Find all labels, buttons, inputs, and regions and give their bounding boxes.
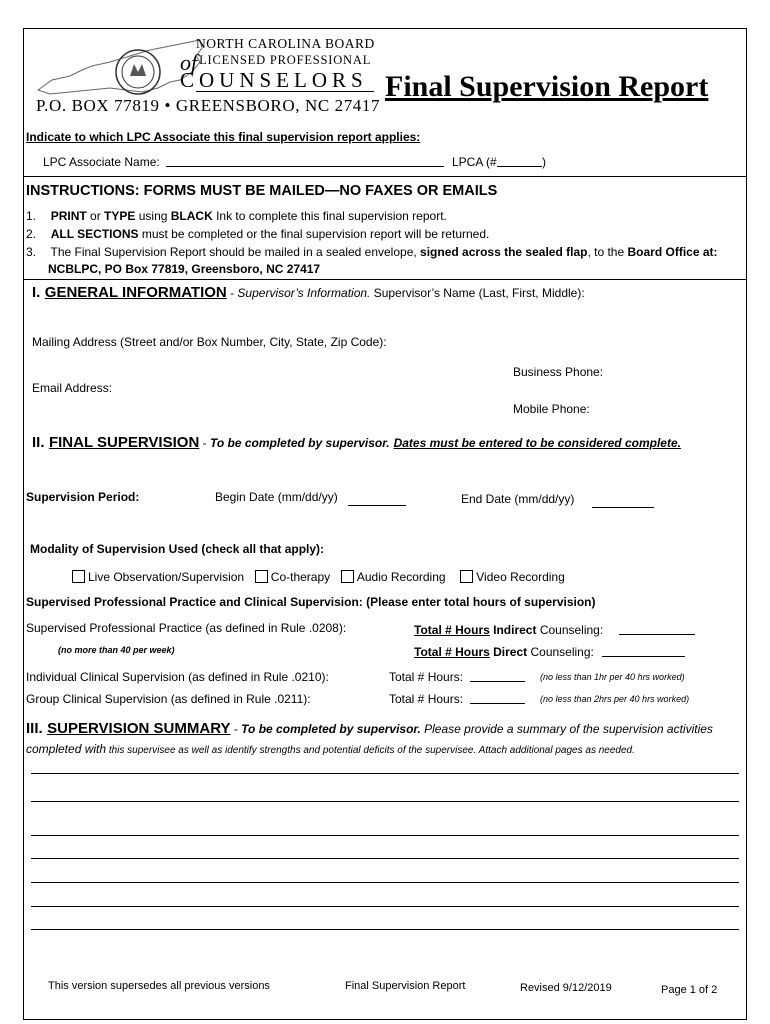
- summary-line[interactable]: [31, 906, 739, 907]
- practice-note: (no more than 40 per week): [58, 645, 175, 655]
- section2-title: FINAL SUPERVISION: [48, 434, 200, 451]
- summary-line[interactable]: [31, 801, 739, 802]
- section1-heading: [32, 284, 585, 302]
- email-label: Email Address:: [32, 381, 113, 395]
- summary-line[interactable]: [31, 835, 739, 836]
- lpca-label: [452, 155, 497, 169]
- modality-label-text: Live Observation/Supervision: [88, 570, 245, 584]
- section3-instructions: this supervisee as well as identify strengths and potential deficits of the supervisee. Attach additional pages as needed.: [106, 745, 635, 756]
- instruction-num: 2.: [26, 227, 37, 241]
- mobile-phone-label: Mobile Phone:: [513, 402, 590, 416]
- board-underline: [196, 91, 374, 92]
- instruction-num: 1.: [26, 209, 37, 223]
- begin-date-label: Begin Date (mm/dd/yy): [215, 490, 338, 504]
- total-hours-label: Total # Hours: [414, 645, 490, 659]
- section3-instructions-line2: [26, 740, 635, 758]
- footer-revised: Revised 9/12/2019: [520, 982, 612, 994]
- lpca-close: ): [542, 155, 546, 169]
- associate-prompt: Indicate to which LPC Associate this final supervision report applies:: [26, 130, 421, 144]
- indirect-label: Indirect: [489, 623, 537, 637]
- instruction-text: TYPE: [104, 209, 136, 223]
- instruction-3-line2: NCBLPC, PO Box 77819, Greensboro, NC 27417: [48, 262, 321, 276]
- summary-line[interactable]: [31, 773, 739, 774]
- section1-numeral: I.: [32, 284, 41, 301]
- modality-options: [72, 570, 565, 584]
- section3-heading: [26, 720, 713, 738]
- counseling-label: Counseling:: [536, 623, 604, 637]
- summary-line[interactable]: [31, 882, 739, 883]
- instruction-text: using: [135, 209, 171, 223]
- instruction-text: signed across the sealed flap: [420, 245, 588, 259]
- modality-video-checkbox[interactable]: [460, 570, 565, 584]
- modality-cotherapy-checkbox[interactable]: [255, 570, 330, 584]
- instruction-text: PRINT: [50, 209, 87, 223]
- group-hours-field[interactable]: [470, 703, 525, 704]
- begin-date-field[interactable]: [348, 505, 406, 506]
- individual-total-label: Total # Hours:: [389, 670, 464, 684]
- section3-title: SUPERVISION SUMMARY: [47, 720, 231, 737]
- supervisor-name-label: Supervisor’s Name (Last, First, Middle):: [370, 286, 585, 300]
- instruction-num: 3.: [26, 245, 37, 259]
- footer-page: Page 1 of 2: [661, 984, 718, 996]
- mailing-address-label: Mailing Address (Street and/or Box Number, City, State, Zip Code):: [32, 335, 387, 349]
- lpca-prefix: LPCA (#: [452, 155, 497, 169]
- divider-2: [23, 279, 747, 280]
- direct-hours-field[interactable]: [602, 656, 685, 657]
- associate-name-field[interactable]: [166, 166, 444, 167]
- footer-supersedes: This version supersedes all previous versions: [48, 980, 270, 992]
- instruction-text: Ink to complete this final supervision report.: [212, 209, 447, 223]
- section1-dash: -: [226, 286, 238, 300]
- end-date-field[interactable]: [592, 507, 654, 508]
- associate-name-label: LPC Associate Name:: [43, 155, 160, 169]
- modality-label-text: Audio Recording: [356, 570, 446, 584]
- board-line1: NORTH CAROLINA BOARD: [196, 36, 375, 51]
- instruction-text: ALL SECTIONS: [50, 227, 139, 241]
- section2-numeral: II.: [32, 434, 45, 451]
- modality-audio-checkbox[interactable]: [341, 570, 446, 584]
- hours-heading: Supervised Professional Practice and Clinical Supervision: (Please enter total hours of supervision): [26, 595, 596, 609]
- direct-label: Direct: [489, 645, 528, 659]
- instructions-heading: INSTRUCTIONS: FORMS MUST BE MAILED—NO FAXES OR EMAILS: [26, 183, 498, 199]
- section1-subtitle: Supervisor’s Information.: [237, 286, 371, 300]
- footer-title: Final Supervision Report: [345, 980, 466, 992]
- individual-note: (no less than 1hr per 40 hrs worked): [540, 672, 685, 682]
- form-title: Final Supervision Report: [385, 70, 709, 103]
- business-phone-label: Business Phone:: [513, 365, 604, 379]
- group-supervision-label: Group Clinical Supervision (as defined in Rule .0211):: [26, 692, 311, 706]
- instruction-1: [26, 209, 447, 223]
- instruction-2: [26, 227, 489, 241]
- board-line3: COUNSELORS: [180, 68, 368, 92]
- indirect-hours-label: [414, 623, 603, 637]
- section3-subtitle: To be completed by supervisor.: [241, 722, 421, 736]
- modality-live-checkbox[interactable]: [72, 570, 244, 584]
- board-line2: LICENSED PROFESSIONAL: [199, 53, 372, 67]
- modality-label-text: Co-therapy: [270, 570, 331, 584]
- total-hours-label: Total # Hours: [414, 623, 490, 637]
- section3-instructions: completed with: [26, 742, 107, 756]
- section3-dash: -: [230, 722, 242, 736]
- indirect-hours-field[interactable]: [619, 634, 695, 635]
- board-of: of: [180, 50, 198, 75]
- practice-label: Supervised Professional Practice (as defined in Rule .0208):: [26, 621, 347, 635]
- counseling-label: Counseling:: [527, 645, 594, 659]
- section2-heading: [32, 434, 681, 452]
- instruction-text: or: [86, 209, 105, 223]
- instruction-text: BLACK: [170, 209, 213, 223]
- direct-hours-label: [414, 645, 594, 659]
- summary-line[interactable]: [31, 929, 739, 930]
- section3-instructions: Please provide a summary of the supervision activities: [420, 722, 713, 736]
- supervision-period-label: Supervision Period:: [26, 490, 140, 504]
- modality-label-text: Video Recording: [476, 570, 565, 584]
- end-date-label: End Date (mm/dd/yy): [461, 492, 575, 506]
- lpca-number-field[interactable]: [497, 166, 542, 167]
- instruction-text: The Final Supervision Report should be mailed in a sealed envelope,: [50, 245, 421, 259]
- group-total-label: Total # Hours:: [389, 692, 464, 706]
- instruction-3: [26, 245, 718, 259]
- board-address: P.O. BOX 77819 • GREENSBORO, NC 27417: [36, 96, 381, 115]
- individual-supervision-label: Individual Clinical Supervision (as defined in Rule .0210):: [26, 670, 329, 684]
- summary-line[interactable]: [31, 858, 739, 859]
- modality-label: Modality of Supervision Used (check all that apply):: [30, 542, 325, 556]
- divider-1: [23, 176, 747, 177]
- instruction-text: , to the: [587, 245, 628, 259]
- instruction-text: Board Office at:: [627, 245, 718, 259]
- instruction-text: must be completed or the final supervision report will be returned.: [138, 227, 490, 241]
- section2-dash: -: [199, 436, 210, 450]
- section3-numeral: III.: [26, 720, 43, 737]
- individual-hours-field[interactable]: [470, 681, 525, 682]
- section2-note: Dates must be entered to be considered complete.: [393, 436, 681, 450]
- section1-title: GENERAL INFORMATION: [44, 284, 227, 301]
- group-note: (no less than 2hrs per 40 hrs worked): [540, 694, 690, 704]
- section2-subtitle: To be completed by supervisor.: [209, 436, 390, 450]
